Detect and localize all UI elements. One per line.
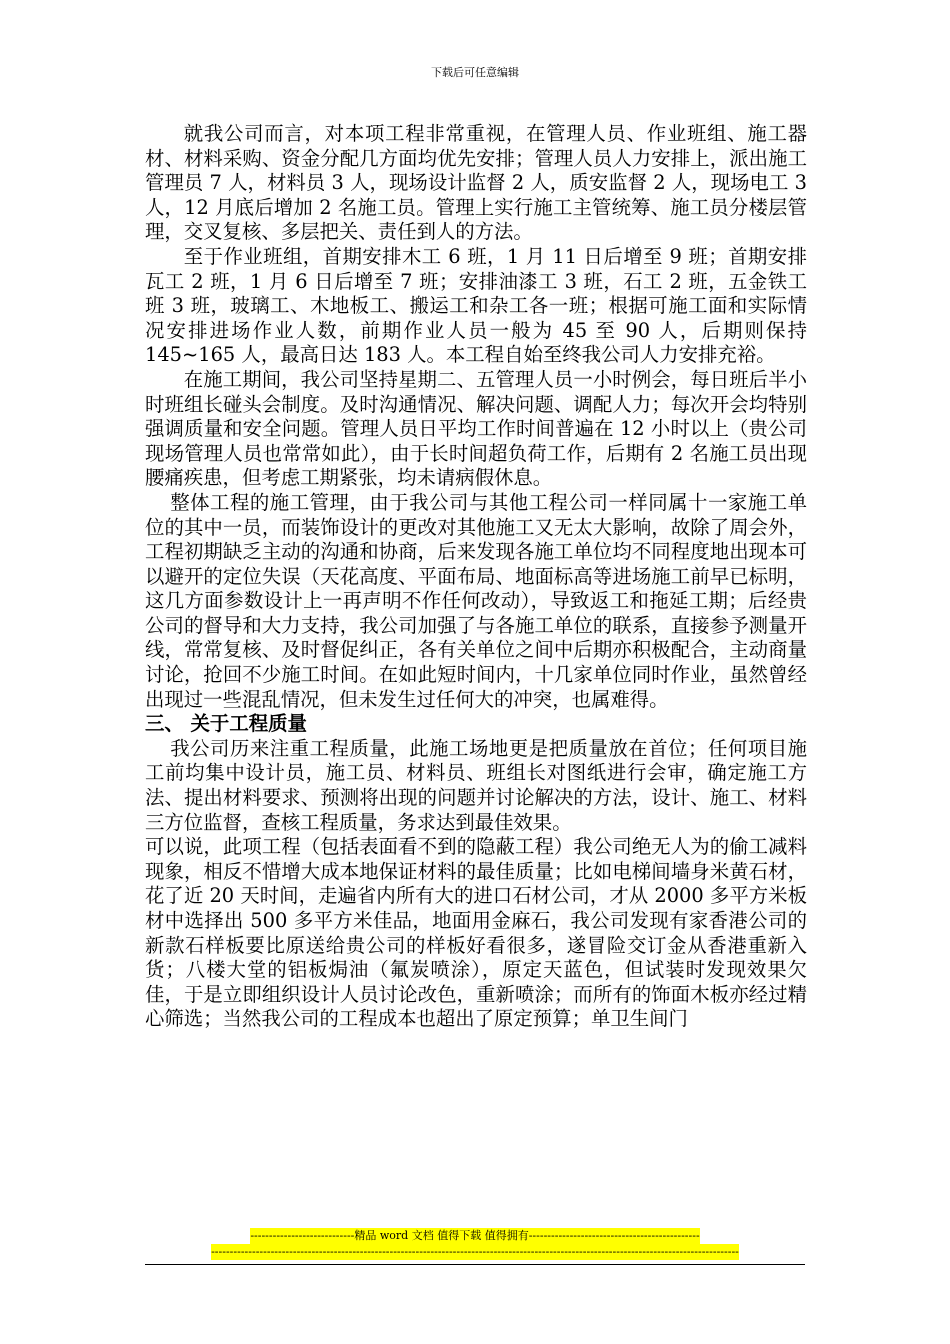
footer-rule: [145, 1264, 805, 1265]
paragraph-management: 就我公司而言，对本项工程非常重视，在管理人员、作业班组、施工器材、材料采购、资金分配几方面均优先安排；管理人员人力安排上，派出施工管理员 7 人，材料员 3 人，现场设计监督 2 人，质安监督 2 人，现场电工 3 人，12 月底后增加 2 名施工员。管理上实行施工主管统筹、施工员分楼层管理，交叉复核、多层把关、责任到人的方法。: [145, 122, 807, 244]
page-header-note: 下载后可任意编辑: [431, 66, 519, 79]
footer-banner-line-2: ----------------------------------------------------------------------------------------------------------------------------------------------: [211, 1245, 739, 1258]
paragraph-quality-focus: 我公司历来注重工程质量，此施工场地更是把质量放在首位；任何项目施工前均集中设计员，施工员、材料员、班组长对图纸进行会审，确定施工方法、提出材料要求、预测将出现的问题并讨论解决的方法，设计、施工、材料三方位监督，查核工程质量，务求达到最佳效果。: [145, 736, 807, 834]
paragraph-materials: 可以说，此项工程（包括表面看不到的隐蔽工程）我公司绝无人为的偷工减料现象，相反不惜增大成本地保证材料的最佳质量；比如电梯间墙身米黄石材，花了近 20 天时间，走遍省内所有大的进口石材公司，才从 2000 多平方米板材中选择出 500 多平方米佳品，地面用金麻石，我公司发现有家香港公司的新款石样板要比原送给贵公司的样板好看很多，遂冒险交订金从香港重新入货；八楼大堂的铝板焗油（氟炭喷涂），原定天蓝色，但试装时发现效果欠佳，于是立即组织设计人员讨论改色，重新喷涂；而所有的饰面木板亦经过精心筛选；当然我公司的工程成本也超出了原定预算；单卫生间门: [145, 835, 807, 1031]
footer-banner-line-1: ----------------------------精品 word 文档 值得下载 值得拥有----------------------------------------------: [250, 1229, 700, 1242]
paragraph-work-teams: 至于作业班组，首期安排木工 6 班，1 月 11 日后增至 9 班；首期安排瓦工 2 班，1 月 6 日后增至 7 班；安排油漆工 3 班，石工 2 班，五金铁工班 3 班，玻璃工、木地板工、搬运工和杂工各一班；根据可施工面和实际情况安排进场作业人数，前期作业人员一般为 45 至 90 人，后期则保持 145~165 人，最高日达 183 人。本工程自始至终我公司人力安排充裕。: [145, 244, 807, 367]
paragraph-coordination: 整体工程的施工管理，由于我公司与其他工程公司一样同属十一家施工单位的其中一员，而装饰设计的更改对其他施工又无太大影响，故除了周会外，工程初期缺乏主动的沟通和协商，后来发现各施工单位均不同程度地出现本可以避开的定位失误（天花高度、平面布局、地面标高等进场施工前早已标明，这几方面参数设计上一再声明不作任何改动），导致返工和拖延工期；后经贵公司的督导和大力支持，我公司加强了与各施工单位的联系，直接参予测量开线，常常复核、及时督促纠正，各有关单位之间中后期亦积极配合，主动商量讨论，抢回不少施工时间。在如此短时间内，十几家单位同时作业，虽然曾经出现过一些混乱情况，但未发生过任何大的冲突，也属难得。: [145, 490, 807, 711]
paragraph-meetings: 在施工期间，我公司坚持星期二、五管理人员一小时例会，每日班后半小时班组长碰头会制度。及时沟通情况、解决问题、调配人力；每次开会均特别强调质量和安全问题。管理人员日平均工作时间普遍在 12 小时以上（贵公司现场管理人员也常常如此），由于长时间超负荷工作，后期有 2 名施工员出现腰痛疾患，但考虑工期紧张，均未请病假休息。: [145, 367, 807, 490]
document-body: [145, 122, 807, 1032]
footer-banner: [0, 1228, 950, 1260]
section-heading-quality: 三、 关于工程质量: [145, 712, 307, 736]
